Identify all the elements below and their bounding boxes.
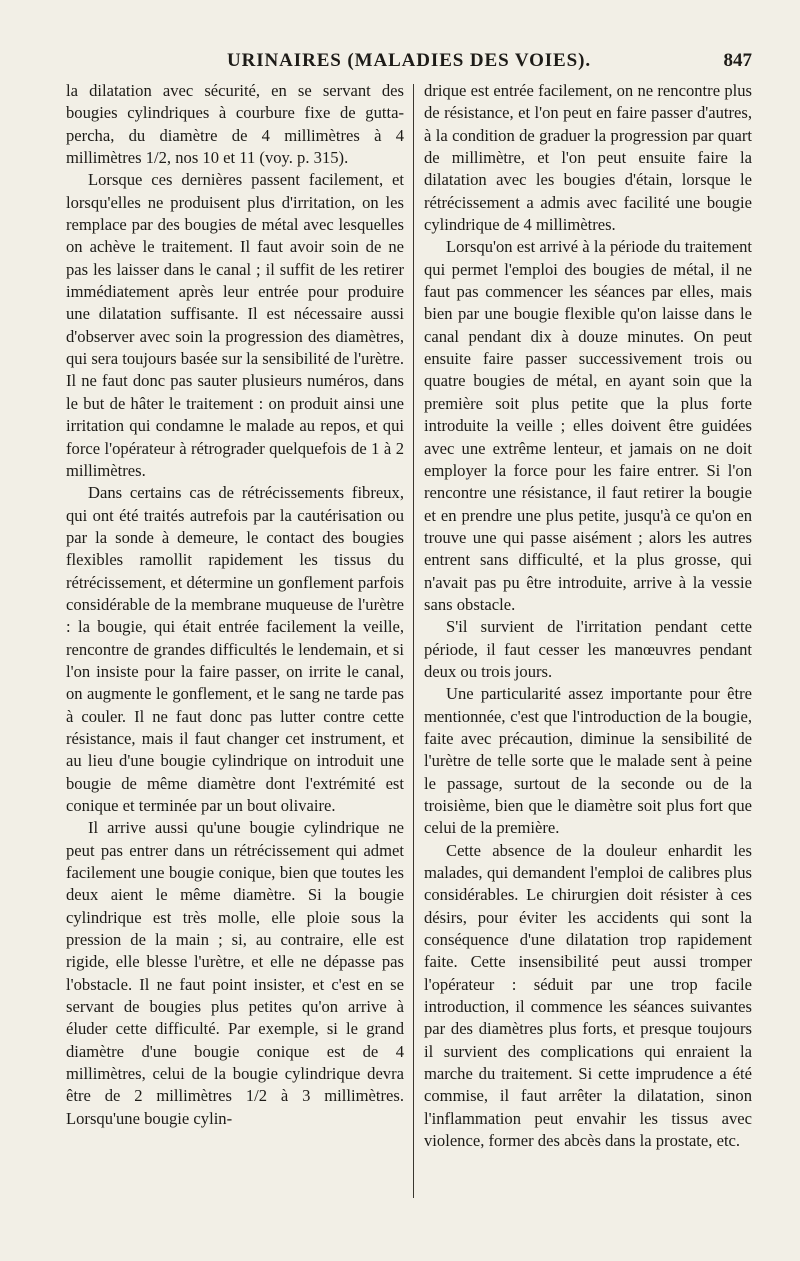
paragraph: Il arrive aussi qu'une bougie cylindrique ne peut pas entrer dans un rétrécissement qui admet facilement une bougie conique, bien que toutes les deux aient le même diamètre. Si la bougie cylindrique est très molle, elle ploie sous la pression de la main ; si, au contraire, elle est rigide, elle blesse l'urètre, et elle ne dépasse pas l'obstacle. Il ne faut point insister, et c'est en se servant de bougies plus petites qu'on arrive à éluder cette difficulté. Par exemple, si le grand diamètre d'une bougie conique est de 4 millimètres, celui de la bougie cylindrique devra être de 2 millimètres 1/2 à 3 millimètres. Lorsqu'une bougie cylin- — [66, 818, 404, 1128]
paragraph: drique est entrée facilement, on ne rencontre plus de résistance, et l'on peut en faire passer d'autres, à la condition de graduer la progression par quart de millimètre, et l'on peut ensuite faire la dilatation avec les bougies d'étain, lorsque le rétrécissement a admis avec facilité une bougie cylindrique de 4 millimètres. — [424, 81, 752, 235]
paragraph: Dans certains cas de rétrécissements fibreux, qui ont été traités autrefois par la cautérisation ou par la sonde à demeure, le contact des bougies flexibles ramollit rapidement les tissus du rétrécissement, et détermine un gonflement parfois considérable de la membrane muqueuse de l'urètre : la bougie, qui était entrée facilement la veille, rencontre de grandes difficultés le lendemain, et si l'on insiste pour la faire passer, on irrite le canal, on augmente le gonflement, et le sang ne tarde pas à couler. Il ne faut donc pas lutter contre cette résistance, mais il faut changer cet instrument, et au lieu d'une bougie cylindrique on introduit une bougie de même diamètre dont l'extrémité est conique et terminée par un bout olivaire. — [66, 483, 404, 815]
paragraph: S'il survient de l'irritation pendant cette période, il faut cesser les manœuvres pendant deux ou trois jours. — [424, 617, 752, 681]
running-header — [66, 50, 752, 76]
right-column — [424, 80, 752, 1153]
left-column — [66, 80, 404, 1130]
paragraph: Cette absence de la douleur enhardit les malades, qui demandent l'emploi de calibres plus considérables. Le chirurgien doit résister à ces désirs, pour éviter les accidents qui sont la conséquence d'une dilatation trop rapidement faite. Cette insensibilité peut aussi tromper l'opérateur : séduit par une trop facile introduction, il commence les séances suivantes par des diamètres plus forts, et presque toujours il survient des complications qui enraient la marche du traitement. Si cette imprudence a été commise, il faut arrêter la dilatation, sinon l'inflammation peut envahir les tissus avec violence, former des abcès dans la prostate, etc. — [424, 840, 752, 1151]
running-title: URINAIRES (MALADIES DES VOIES). — [227, 50, 591, 71]
paragraph: la dilatation avec sécurité, en se servant des bougies cylindriques à courbure fixe de gutta-percha, du diamètre de 4 millimètres à 4 millimètres 1/2, nos 10 et 11 (voy. p. 315). — [66, 81, 404, 168]
paragraph: Lorsqu'on est arrivé à la période du traitement qui permet l'emploi des bougies de métal, il ne faut pas commencer les séances par elles, mais bien par une bougie flexible qu'on laisse dans le canal pendant dix à douze minutes. On peut ensuite faire passer successivement trois ou quatre bougies de métal, en ayant soin que la première soit plus petite que la plus forte introduite la veille ; elles doivent être guidées avec une extrême lenteur, et jamais on ne doit employer la force pour les faire entrer. Si l'on rencontre une résistance, il faut retirer la bougie et en prendre une plus petite, jusqu'à ce qu'on en trouve une qui passe aisément ; alors les autres entrent sans difficulté, et la plus grosse, qui n'avait pas pu être introduite, arrive à la vessie sans obstacle. — [424, 237, 752, 614]
column-divider — [413, 84, 414, 1198]
page-number: 847 — [723, 50, 752, 71]
paragraph: Lorsque ces dernières passent facilement, et lorsqu'elles ne produisent plus d'irritation, on les remplace par des bougies de métal avec lesquelles on achève le traitement. Il faut avoir soin de ne pas les laisser dans le canal ; il suffit de les retirer immédiatement après leur entrée pour produire une dilatation suffisante. Il est nécessaire aussi d'observer avec soin la progression des diamètres, qui sera toujours basée sur la sensibilité de l'urètre. Il ne faut donc pas sauter plusieurs numéros, dans le but de hâter le traitement : on produit ainsi une irritation qui condamne le malade au repos, et qui force l'opérateur à rétrograder quelquefois de 1 à 2 millimètres. — [66, 170, 404, 480]
paragraph: Une particularité assez importante pour être mentionnée, c'est que l'introduction de la bougie, faite avec précaution, diminue la sensibilité de l'urètre de telle sorte que le malade sent à peine le passage, surtout de la seconde ou de la troisième, bien que le diamètre soit plus fort que celui de la première. — [424, 684, 752, 838]
